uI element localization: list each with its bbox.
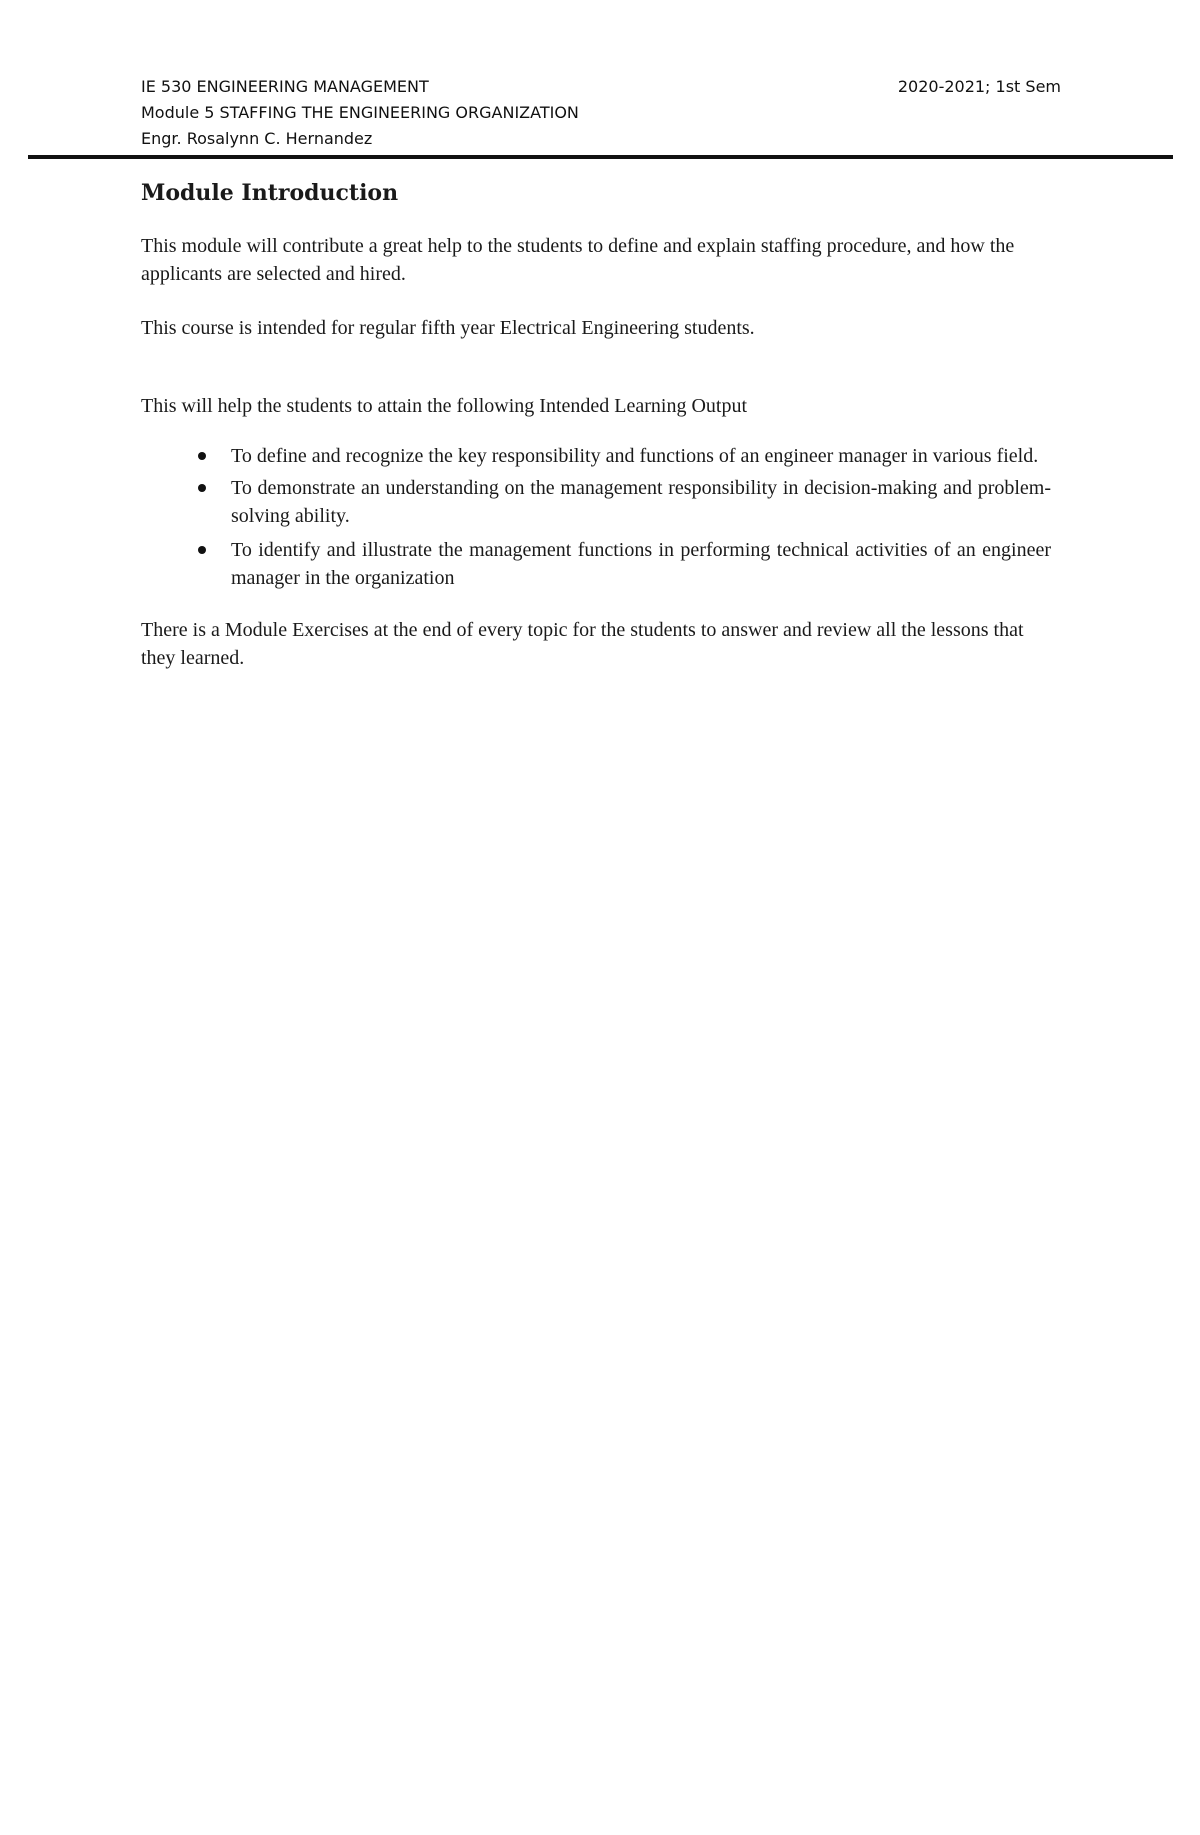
ilo-intro-paragraph: This will help the students to attain the following Intended Learning Output — [141, 395, 747, 417]
bullet-icon — [198, 546, 206, 554]
module-title: Module 5 STAFFING THE ENGINEERING ORGANIZATION — [141, 103, 579, 122]
page-header — [141, 74, 1061, 152]
bullet-icon — [198, 452, 206, 460]
intro-paragraph: This module will contribute a great help to the students to define and explain staffing procedure, and how the applicants are selected and hired. — [141, 235, 1015, 285]
list-item — [141, 536, 1061, 592]
course-title: IE 530 ENGINEERING MANAGEMENT — [141, 77, 429, 96]
list-item-text: To identify and illustrate the management functions in performing technical activities of an engineer manager in the organization — [231, 539, 1051, 589]
list-item — [141, 442, 1061, 470]
list-item-text: To demonstrate an understanding on the management responsibility in decision-making and problem-solving ability. — [231, 477, 1051, 527]
term-label: 2020-2021; 1st Sem — [897, 77, 1061, 96]
instructor-name: Engr. Rosalynn C. Hernandez — [141, 129, 373, 148]
audience-paragraph: This course is intended for regular fifth year Electrical Engineering students. — [141, 317, 755, 339]
list-item-text: To define and recognize the key responsibility and functions of an engineer manager in various field. — [231, 445, 1039, 467]
header-divider — [28, 155, 1173, 159]
bullet-icon — [198, 484, 206, 492]
closing-paragraph: There is a Module Exercises at the end of every topic for the students to answer and review all the lessons that they learned. — [141, 619, 1024, 669]
learning-outcomes-list — [141, 442, 1061, 592]
list-item — [141, 474, 1061, 530]
section-title: Module Introduction — [141, 180, 399, 206]
main-content — [141, 178, 1061, 672]
